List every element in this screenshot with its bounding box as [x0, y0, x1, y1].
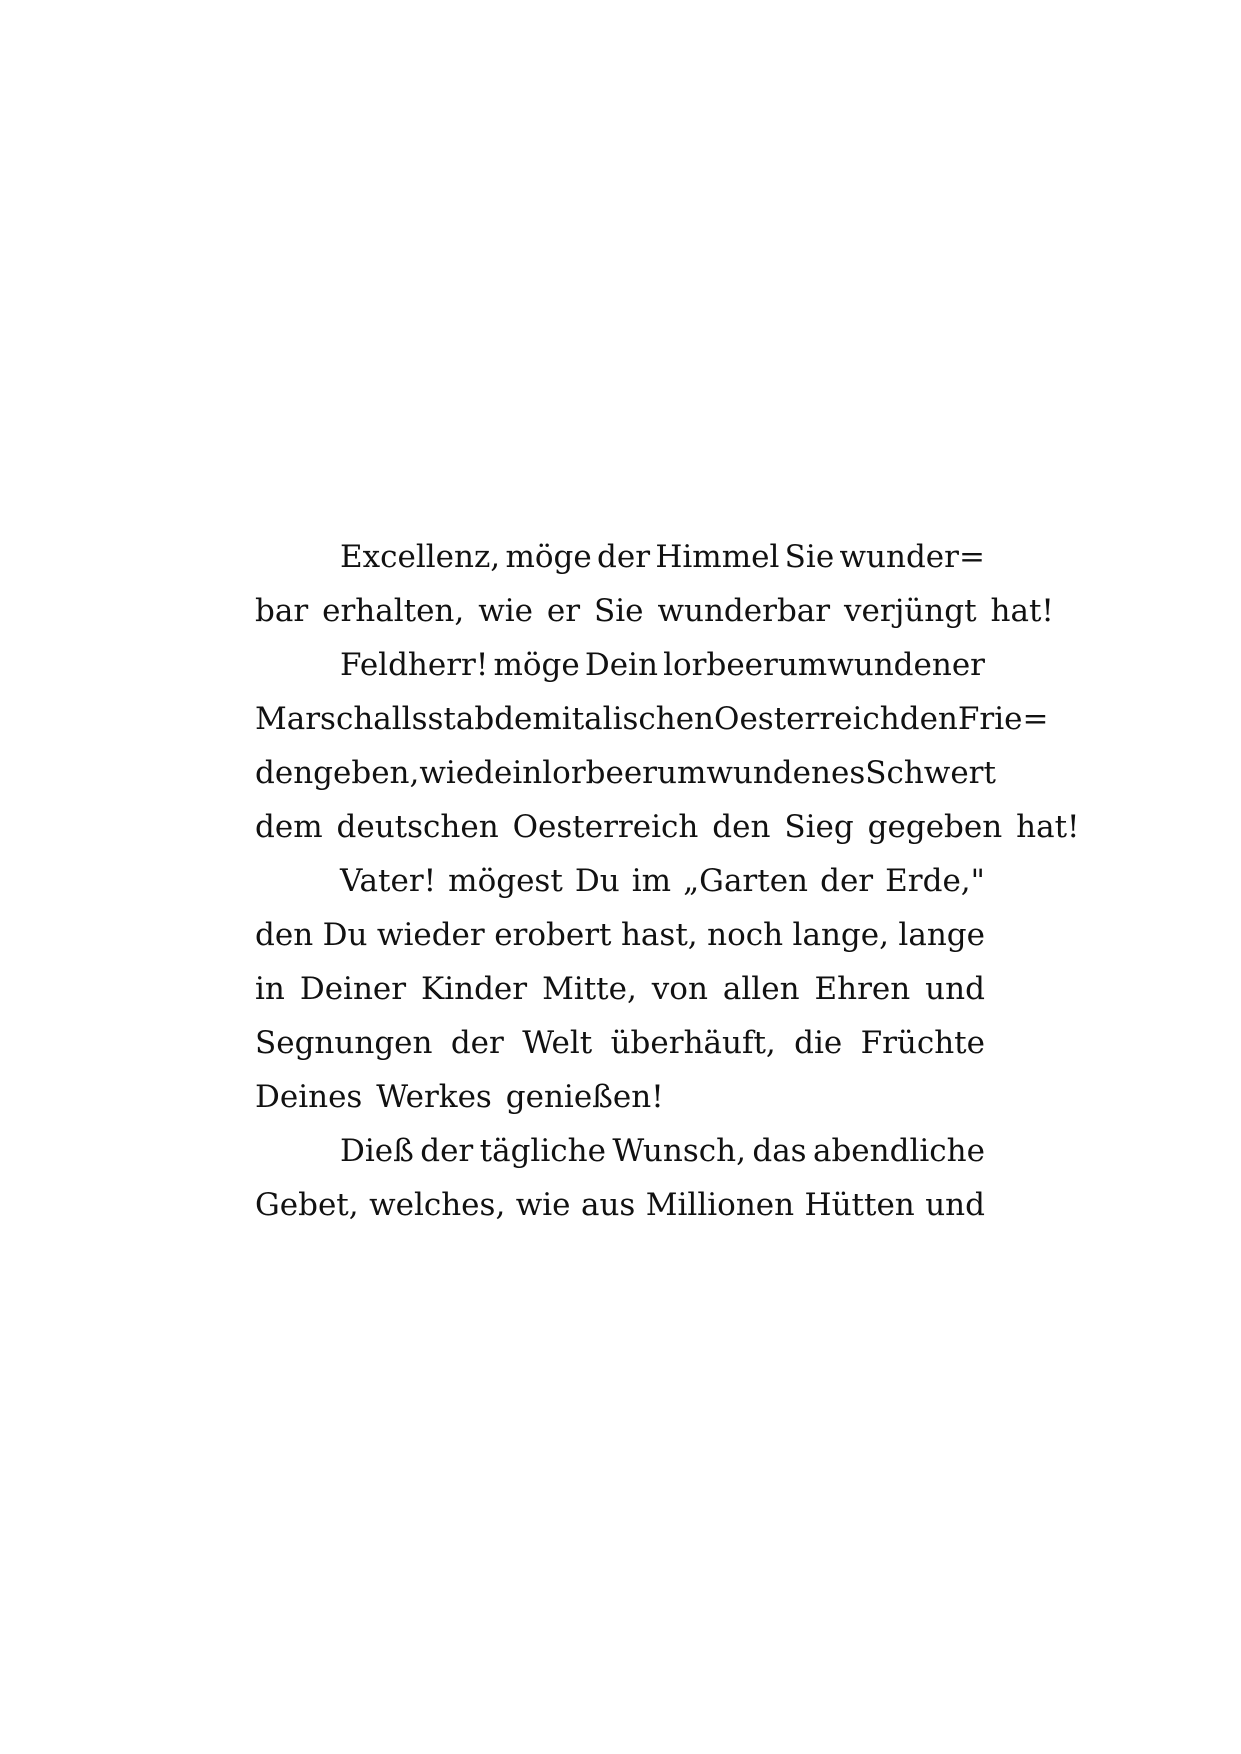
text-line: Feldherr! möge Dein lorbeerumwundener [340, 647, 985, 683]
text-line: den Du wieder erobert hast, noch lange, lange [255, 917, 985, 953]
text-line: bar erhalten, wie er Sie wunderbar verjüngt hat! [255, 593, 1054, 629]
text-line: Vater! mögest Du im „Garten der Erde," [340, 863, 985, 899]
text-line: Dieß der tägliche Wunsch, das abendliche [340, 1133, 985, 1169]
text-line: Segnungen der Welt überhäuft, die Früchte [255, 1025, 985, 1061]
text-line: Excellenz, möge der Himmel Sie wunder= [340, 539, 985, 575]
text-line: Gebet, welches, wie aus Millionen Hütten und [255, 1187, 985, 1223]
text-line: Deines Werkes genießen! [255, 1079, 664, 1115]
text-line: in Deiner Kinder Mitte, von allen Ehren und [255, 971, 985, 1007]
text-line: dem deutschen Oesterreich den Sieg gegeben hat! [255, 809, 1080, 845]
text-line: Marschallsstab dem italischen Oesterreich den Frie= [255, 701, 1049, 737]
body-text [255, 530, 1080, 1232]
text-line: den geben, wie dein lorbeerumwundenes Schwert [255, 755, 996, 791]
